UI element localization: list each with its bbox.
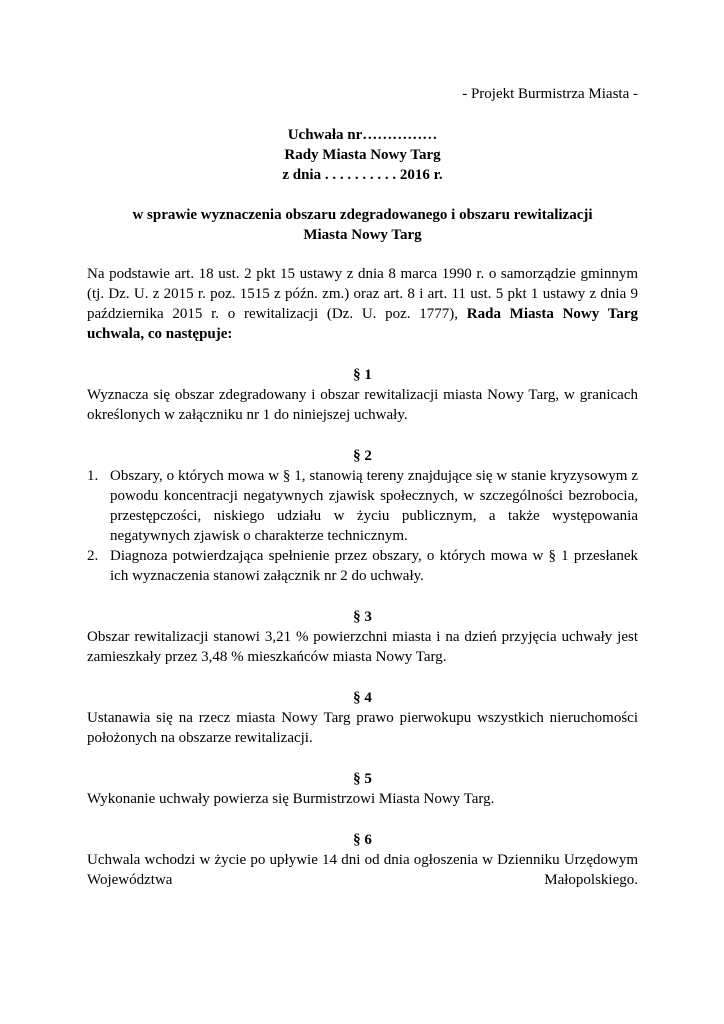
list-item-text: Obszary, o których mowa w § 1, stanowią tereny znajdujące się w stanie kryzysowym z powodu koncentracji negatywnych zjawisk społecznych, w szczególności bezrobocia, przestępczości, niskiego udziału w życiu publicznym, a także występowania negatywnych zjawisk o charakterze technicznym. [110,468,638,544]
subject-line-2: Miasta Nowy Targ [303,227,422,243]
legal-basis-paragraph [87,264,638,344]
legal-basis-bold: Rada Miasta Nowy Targ uchwala, co następuje: [87,306,638,342]
section-4 [87,688,638,748]
section-5-mark: § 5 [353,771,372,787]
section-6-mark: § 6 [353,832,372,848]
list-item-number: 2. [87,548,99,564]
section-2-list [87,466,638,586]
resolution-number: Uchwała nr…………… [287,127,438,143]
section-1 [87,365,638,425]
section-6-text: Uchwala wchodzi w życie po upływie 14 dni od dnia ogłoszenia w Dzienniku Urzędowym Województwa Małopolskiego. [87,852,638,888]
section-3 [87,607,638,667]
section-4-text: Ustanawia się na rzecz miasta Nowy Targ prawo pierwokupu wszystkich nieruchomości położonych na obszarze rewitalizacji. [87,710,638,746]
section-1-mark: § 1 [353,367,372,383]
section-5 [87,769,638,809]
list-item-text: Diagnoza potwierdzająca spełnienie przez obszary, o których mowa w § 1 przesłanek ich wyznaczenia stanowi załącznik nr 2 do uchwały. [110,548,638,584]
list-item-number: 1. [87,468,99,484]
section-3-text: Obszar rewitalizacji stanowi 3,21 % powierzchni miasta i na dzień przyjęcia uchwały jest zamieszkały przez 3,48 % mieszkańców miasta Nowy Targ. [87,629,638,665]
section-5-text: Wykonanie uchwały powierza się Burmistrzowi Miasta Nowy Targ. [87,791,495,807]
section-6 [87,830,638,890]
resolution-date: z dnia . . . . . . . . . . 2016 r. [282,167,443,183]
list-item [87,466,638,546]
subject-line-1: w sprawie wyznaczenia obszaru zdegradowanego i obszaru rewitalizacji [132,207,593,223]
section-2 [87,446,638,586]
document-page [87,84,638,890]
list-item [87,546,638,586]
council-name: Rady Miasta Nowy Targ [284,147,441,163]
section-2-mark: § 2 [353,448,372,464]
legal-basis-text: Na podstawie art. 18 ust. 2 pkt 15 ustawy z dnia 8 marca 1990 r. o samorządzie gminnym (tj. Dz. U. z 2015 r. poz. 1515 z późn. zm.) oraz art. 8 i art. 11 ust. 5 pkt 1 ustawy z dnia 9 października 2015 r. o rewitalizacji (Dz. U. poz. 1777), [87,266,638,322]
section-4-mark: § 4 [353,690,372,706]
resolution-header [87,125,638,185]
resolution-subject [87,205,638,245]
section-1-text: Wyznacza się obszar zdegradowany i obszar rewitalizacji miasta Nowy Targ, w granicach określonych w załączniku nr 1 do niniejszej uchwały. [87,387,638,423]
section-3-mark: § 3 [353,609,372,625]
project-note: - Projekt Burmistrza Miasta - [462,86,638,102]
